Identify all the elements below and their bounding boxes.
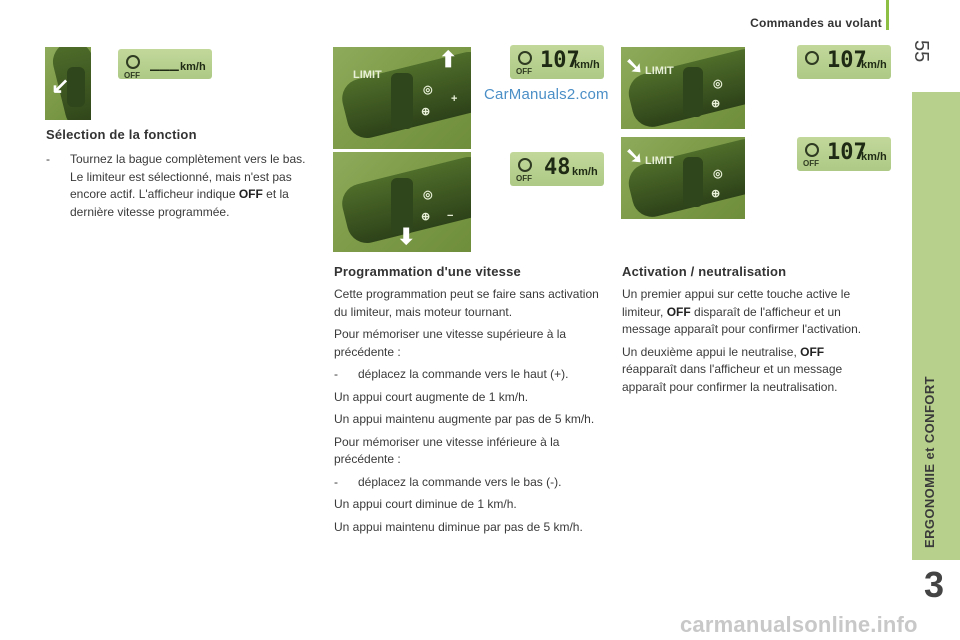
section-title-programming: Programmation d'une vitesse [334, 264, 521, 279]
speedometer-icon [805, 143, 819, 157]
arrow-up-icon: ⬆ [439, 47, 458, 72]
paragraph: Un premier appui sur cette touche active le limiteur, OFF disparaît de l'afficheur et un message apparaît pour confirmer l'activation. [622, 287, 862, 336]
paragraph: Un appui court diminue de 1 km/h. [334, 497, 517, 511]
display-prog-top: OFF 107 km/h [510, 45, 604, 79]
list-item: - Tournez la bague complètement vers le bas. Le limiteur est sélectionné, mais n'est pas encore actif. L'afficheur indique OFF et la dernière vitesse programmée. [46, 152, 306, 219]
speedometer-icon [518, 158, 532, 172]
list-item: - déplacez la commande vers le bas (-). [334, 474, 562, 489]
display-activation-top: 107 km/h [797, 45, 891, 79]
arrow-down-icon: ⬇ [397, 224, 416, 249]
list-item: - déplacez la commande vers le haut (+). [334, 367, 569, 381]
section-body-selection [46, 151, 308, 221]
stalk-image-activation-1: LIMIT ◎ ⊕ ➘ [621, 47, 745, 129]
section-body-activation [622, 286, 878, 401]
paragraph: Un appui maintenu diminue par pas de 5 km/h. [334, 519, 583, 534]
running-header: Commandes au volant [750, 16, 882, 30]
watermark-carmanuals: CarManuals2.com [484, 86, 609, 103]
paragraph: Un deuxième appui le neutralise, OFF réapparaît dans l'afficheur et un message apparaît pour confirmer la neutralisation. [622, 344, 843, 394]
section-title-selection: Sélection de la fonction [46, 127, 197, 142]
header-accent-bar [886, 0, 889, 30]
display-prog-bottom: OFF 48 km/h [510, 152, 604, 186]
paragraph: Pour mémoriser une vitesse supérieure à la précédente : [334, 327, 567, 359]
curved-arrow-down-icon: ↙ [51, 73, 70, 98]
page-number: 55 [910, 40, 932, 63]
stalk-image-selection [45, 47, 91, 120]
stalk-image-prog-up: LIMIT ◎ ⊕ + ⬆ [333, 47, 471, 149]
speedometer-icon [126, 55, 140, 69]
arrow-right-icon: ➘ [625, 53, 644, 78]
watermark-carmanualsonline: carmanualsonline.info [680, 612, 918, 637]
paragraph: Cette programmation peut se faire sans activation du limiteur, mais moteur tournant. [334, 287, 599, 319]
arrow-right-icon: ➘ [625, 143, 644, 168]
stalk-image-activation-2: LIMIT ◎ ⊕ ➘ [621, 137, 745, 219]
display-activation-bottom: OFF 107 km/h [797, 137, 891, 171]
chapter-tab-label: ERGONOMIE et CONFORT [922, 376, 937, 548]
paragraph: Un appui court augmente de 1 km/h. [334, 389, 529, 404]
chapter-number: 3 [923, 564, 945, 605]
section-title-activation: Activation / neutralisation [622, 264, 787, 279]
paragraph: Un appui maintenu augmente par pas de 5 km/h. [334, 412, 595, 426]
section-body-programming [334, 286, 604, 541]
speedometer-icon [805, 51, 819, 65]
speedometer-icon [518, 51, 532, 65]
display-selection: OFF ___ km/h [118, 49, 212, 79]
stalk-image-prog-down: ◎ ⊕ − ⬇ [333, 152, 471, 252]
paragraph: Pour mémoriser une vitesse inférieure à la précédente : [334, 434, 560, 466]
